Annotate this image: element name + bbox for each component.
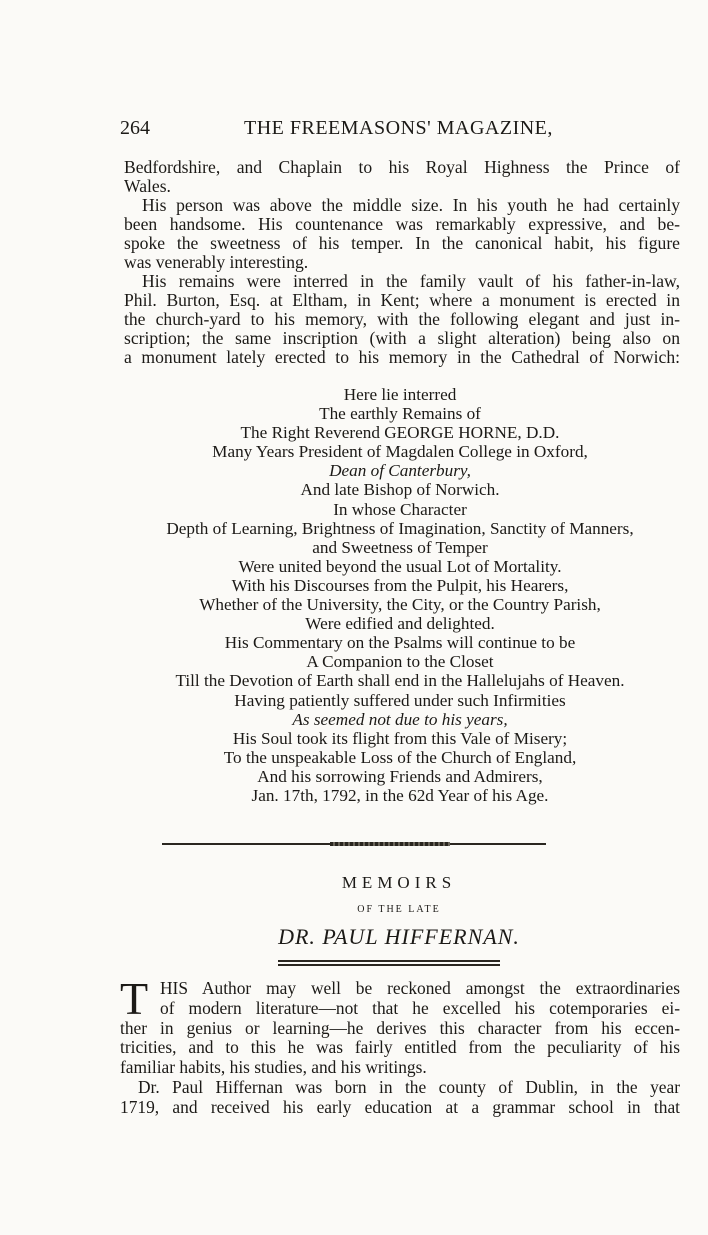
memoir-subject-name: DR. PAUL HIFFERNAN. — [278, 924, 520, 949]
epitaph-line: The earthly Remains of — [319, 404, 481, 424]
epitaph-line: Dean of Canterbury, — [329, 461, 471, 481]
epitaph-line: To the unspeakable Loss of the Church of England, — [223, 747, 577, 767]
text-line: a monument lately erected to his memory in the Cathedral of Norwich: — [124, 348, 680, 367]
text-line: His person was above the middle size. In his youth he had certainly — [142, 196, 680, 215]
epitaph-line: and Sweetness of Temper — [312, 537, 488, 557]
text-line: tricities, and to this he was fairly entitled from the peculiarity of his — [120, 1038, 680, 1058]
epitaph-line: Having patiently suffered under such Infirmities — [234, 690, 566, 710]
epitaph-line: His Soul took its flight from this Vale of Misery; — [232, 728, 568, 748]
running-header — [120, 117, 680, 145]
double-rule-bottom — [278, 964, 500, 966]
text-line: was venerably interesting. — [124, 253, 309, 272]
text-line: familiar habits, his studies, and his writings. — [120, 1058, 427, 1078]
memoir-body — [120, 973, 680, 1118]
text-line: His remains were interred in the family vault of his father-in-law, — [142, 272, 680, 291]
epitaph-line: Depth of Learning, Brightness of Imagination, Sanctity of Manners, — [166, 518, 634, 538]
drop-cap: T — [120, 973, 149, 1024]
text-line: been handsome. His countenance was remarkably expressive, and be- — [124, 215, 680, 234]
section-divider-ornament — [330, 842, 450, 846]
epitaph-line: And his sorrowing Friends and Admirers, — [257, 766, 543, 786]
epitaph-line: With his Discourses from the Pulpit, his Hearers, — [231, 575, 569, 595]
epitaph-inscription — [110, 385, 690, 805]
epitaph-line: A Companion to the Closet — [306, 652, 494, 672]
intro-paragraphs — [124, 158, 680, 367]
text-line: Wales. — [124, 177, 171, 196]
epitaph-line: Till the Devotion of Earth shall end in the Hallelujahs of Heaven. — [175, 671, 625, 691]
text-line: scription; the same inscription (with a slight alteration) being also on — [124, 329, 680, 348]
epitaph-line: Many Years President of Magdalen College in Oxford, — [212, 442, 588, 462]
epitaph-line: Were united beyond the usual Lot of Mortality. — [238, 556, 562, 576]
epitaph-line: The Right Reverend GEORGE HORNE, D.D. — [240, 423, 560, 443]
double-rule-top — [278, 960, 500, 962]
text-line: the church-yard to his memory, with the following elegant and just in- — [124, 310, 680, 329]
epitaph-line: His Commentary on the Psalms will continue to be — [224, 633, 576, 653]
text-line: of modern literature—not that he excelled his cotemporaries ei- — [160, 998, 680, 1018]
page-number: 264 — [120, 117, 150, 139]
epitaph-line: In whose Character — [333, 499, 467, 519]
text-line: spoke the sweetness of his temper. In the canonical habit, his figure — [124, 234, 680, 253]
epitaph-line: Jan. 17th, 1792, in the 62d Year of his Age. — [251, 785, 549, 805]
text-line: HIS Author may well be reckoned amongst the extraordinaries — [160, 979, 680, 998]
text-line: ther in genius or learning—he derives this character from his eccen- — [120, 1018, 680, 1038]
memoir-heading: MEMOIRS — [341, 873, 457, 892]
epitaph-line: Here lie interred — [343, 385, 457, 404]
epitaph-line: Were edified and delighted. — [305, 614, 495, 634]
memoir-subheading: OF THE LATE — [357, 904, 441, 915]
epitaph-line: Whether of the University, the City, or the Country Parish, — [199, 595, 601, 615]
text-line: Dr. Paul Hiffernan was born in the county of Dublin, in the year — [138, 1077, 680, 1097]
epitaph-line: And late Bishop of Norwich. — [300, 480, 500, 500]
running-title: THE FREEMASONS' MAGAZINE, — [244, 117, 553, 139]
text-line: Bedfordshire, and Chaplain to his Royal Highness the Prince of — [124, 158, 680, 177]
text-line: Phil. Burton, Esq. at Eltham, in Kent; where a monument is erected in — [124, 291, 680, 310]
text-line: 1719, and received his early education at a grammar school in that — [120, 1097, 680, 1117]
epitaph-line: As seemed not due to his years, — [292, 709, 508, 729]
